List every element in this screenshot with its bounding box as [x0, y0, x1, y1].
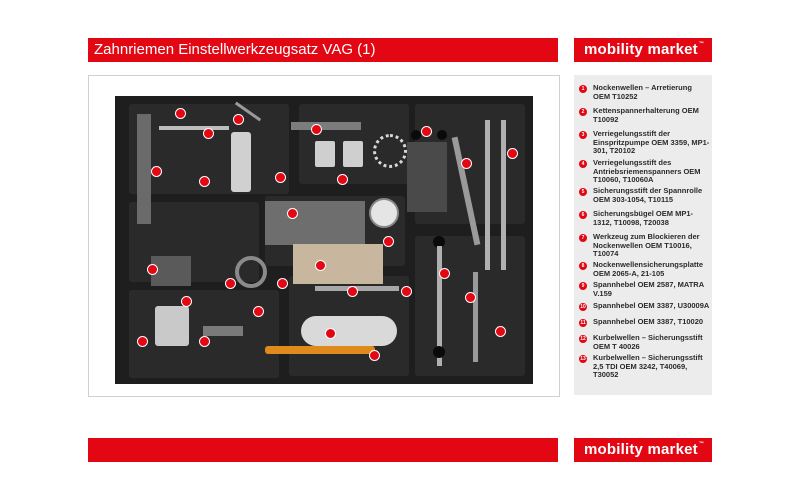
- legend-text: Verriegelungsstift des Antriebsriemenspanners OEM T10060, T10060A: [593, 158, 701, 185]
- knob-tool-2: [437, 130, 447, 140]
- legend-number: 11: [580, 320, 586, 326]
- dial-gauge: [369, 198, 399, 228]
- brand-logo-bottom: [574, 438, 712, 462]
- brand-trademark: ™: [698, 41, 705, 47]
- cam-plate: [293, 244, 383, 284]
- legend-text: Spannhebel OEM 3387, U30009A: [593, 301, 710, 310]
- legend-number: 2: [579, 108, 587, 116]
- spanner-lever: [485, 120, 490, 270]
- legend-text: Spannhebel OEM 2587, MATRA V.159: [593, 280, 704, 298]
- legend-text: Verriegelungsstift der Einspritzpumpe OEM 3359, MP1-301, T20102: [593, 129, 710, 156]
- triangle-handle: [235, 256, 267, 288]
- gauge-handle-tool: [265, 346, 375, 354]
- product-photo-frame: [88, 75, 560, 397]
- legend-number: 12: [580, 336, 586, 342]
- brand-logo-top: [574, 38, 712, 62]
- legend-text: Werkzeug zum Blockieren der Nockenwellen OEM T10016, T10074: [593, 232, 700, 259]
- pin-tool: [159, 126, 229, 130]
- legend-number: 1: [579, 85, 587, 93]
- chain-bracket-2: [343, 141, 363, 167]
- brand-name: mobility market: [584, 41, 698, 58]
- knob-tool: [411, 130, 421, 140]
- legend-text: Nockenwellen – Arretierung OEM T10252: [593, 83, 692, 101]
- legend-number: 10: [580, 304, 586, 310]
- legend-text: Kurbelwellen – Sicherungsstift OEM T 40026: [593, 333, 703, 351]
- legend-number: 4: [579, 160, 587, 168]
- bolt-tool: [203, 326, 243, 336]
- tool-kit-photo: [115, 96, 533, 384]
- legend-number: 13: [580, 356, 586, 362]
- pulley-tool: [301, 316, 397, 346]
- sleeve-tool: [231, 132, 251, 192]
- legend-number: 8: [579, 262, 587, 270]
- footer-brand-name: mobility market: [584, 441, 698, 458]
- legend-text: Kurbelwellen – Sicherungsstift 2,5 TDI OEM 3242, T40069, T30052: [593, 353, 703, 380]
- chain-tool: [373, 134, 407, 168]
- legend-number: 7: [579, 234, 587, 242]
- legend-number: 5: [579, 188, 587, 196]
- footer-bar: [88, 438, 558, 462]
- legend-text: Nockenwellensicherungsplatte OEM 2065-A, 21-105: [593, 260, 704, 278]
- title-bar: [88, 38, 558, 62]
- legend-text: Sicherungsbügel OEM MP1-1312, T10098, T20038: [593, 209, 694, 227]
- ball-handle-2: [433, 346, 445, 358]
- legend-text: Spannhebel OEM 3387, T10020: [593, 317, 704, 326]
- legend-text: Kettenspannerhalterung OEM T10092: [593, 106, 699, 124]
- legend-number: 6: [579, 211, 587, 219]
- locking-plate: [265, 201, 365, 245]
- footer-brand-trademark: ™: [698, 441, 705, 447]
- spanner-lever-2: [501, 120, 506, 270]
- legend-panel: [574, 75, 712, 395]
- locking-bar-tool: [137, 114, 151, 224]
- block-tool: [407, 142, 447, 212]
- bar-tool: [291, 122, 361, 130]
- page-title: Zahnriemen Einstellwerkzeugsatz VAG (1): [94, 41, 376, 58]
- vise-tool: [155, 306, 189, 346]
- pin-rod: [473, 272, 478, 362]
- chain-bracket: [315, 141, 335, 167]
- legend-number: 3: [579, 131, 587, 139]
- legend-number: 9: [579, 282, 587, 290]
- legend-text: Sicherungsstift der Spannrolle OEM 303-1054, T10115: [593, 186, 703, 204]
